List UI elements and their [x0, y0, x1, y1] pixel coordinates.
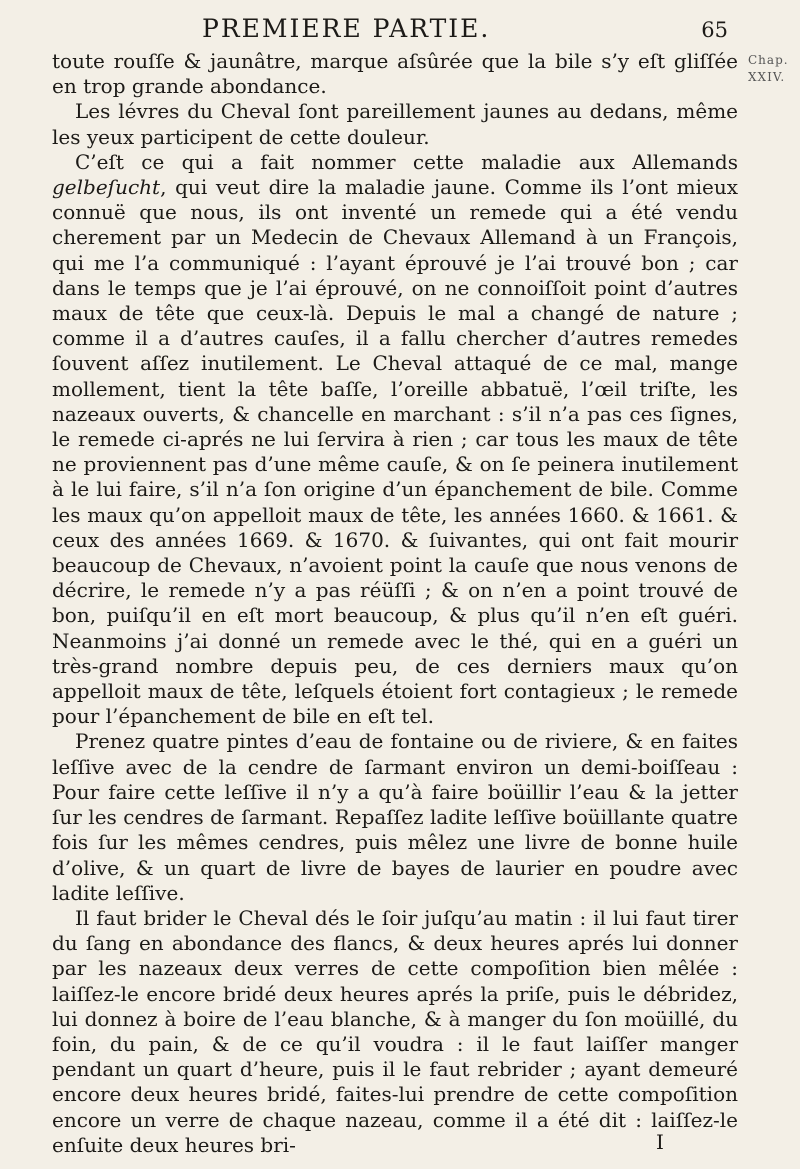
margin-chapter-label: Chap.: [748, 53, 789, 67]
paragraph-3-lead: C’eſt ce qui a fait nommer cette maladie aux Allemands: [75, 149, 738, 174]
paragraph-2: Les lévres du Cheval ſont pareillement jaunes au dedans, même les yeux participent de cette douleur.: [52, 99, 738, 149]
catchword: I: [656, 1130, 664, 1154]
body-text: [52, 49, 738, 1158]
paragraph-1: toute rouſſe & jaunâtre, marque aſsûrée que la bile s’y eſt gliſſée en trop grande abondance.: [52, 49, 738, 99]
disease-term: gelbeſucht: [52, 175, 161, 200]
margin-chapter-number: XXIV.: [748, 70, 786, 84]
running-title: PREMIERE PARTIE.: [202, 14, 491, 43]
paragraph-4: Prenez quatre pintes d’eau de fontaine ou de riviere, & en faites leſſive avec de la cendre de ſarmant environ un demi-boiſſeau : Pour faire cette leſſive il n’y a qu’à faire boüillir l’eau & la jetter ſur les cendres de ſarmant. Repaſſez ladite leſſive boüillante quatre fois ſur les mêmes cendres, puis mêlez une livre de bonne huile d’olive, & un quart de livre de bayes de laurier en poudre avec ladite leſſive.: [52, 729, 738, 905]
margin-chapter-note: [748, 52, 800, 86]
paragraph-5: Il faut brider le Cheval dés le ſoir juſqu’au matin : il lui faut tirer du ſang en abondance des flancs, & deux heures aprés lui donner par les nazeaux deux verres de cette compoſition bien mêlée : laiſſez-le encore bridé deux heures aprés la priſe, puis le débridez, lui donnez à boire de l’eau blanche, & à manger du ſon moüillé, du foin, du pain, & de ce qu’il voudra : il le faut laiſſer manger pendant un quart d’heure, puis il le faut rebrider ; ayant demeuré encore deux heures bridé, faites-lui prendre de cette compoſition encore un verre de chaque nazeau, comme il a été dit : laiſſez-le enſuite deux heures bri-: [52, 905, 738, 1157]
page-header: [52, 12, 742, 46]
page-number: 65: [701, 18, 728, 42]
paragraph-3: [52, 150, 738, 730]
paragraph-3-rest: , qui veut dire la maladie jaune. Comme ils l’ont mieux connuë que nous, ils ont inventé un remede qui a été vendu cherement par un Medecin de Chevaux Allemand à un François, qui me l’a communiqué : l’ayant éprouvé je l’ai trouvé bon ; car dans le temps que je l’ai éprouvé, on ne connoiſſoit point d’autres maux de tête que ceux-là. Depuis le mal a changé de nature ; comme il a d’autres cauſes, il a fallu chercher d’autres remedes ſouvent aſſez inutilement. Le Cheval attaqué de ce mal, mange mollement, tient la tête baſſe, l’oreille abbatuë, l’œil triſte, les nazeaux ouverts, & chancelle en marchant : s’il n’a pas ces ſignes, le remede ci-aprés ne lui ſervira à rien ; car tous les maux de tête ne proviennent pas d’une même cauſe, & on ſe peinera inutilement à le lui faire, s’il n’a ſon origine d’un épanchement de bile. Comme les maux qu’on appelloit maux de tête, les années 1660. & 1661. & ceux des années 1669. & 1670. & ſuivantes, qui ont fait mourir beaucoup de Chevaux, n’avoient point la cauſe que nous venons de décrire, le remede n’y a pas réüſſi ; & on n’en a point trouvé de bon, puiſqu’il en eſt mort beaucoup, & plus qu’il n’en eſt guéri. Neanmoins j’ai donné un remede avec le thé, qui en a guéri un très-grand nombre depuis peu, de ces derniers maux qu’on appelloit maux de tête, leſquels étoient fort contagieux ; le remede pour l’épanchement de bile en eſt tel.: [52, 175, 738, 729]
